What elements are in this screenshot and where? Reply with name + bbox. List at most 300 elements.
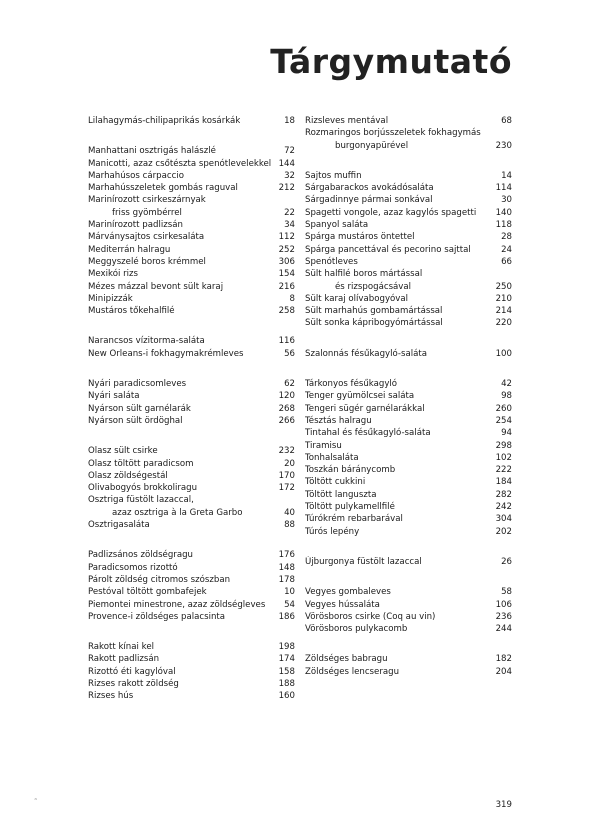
entry-title [305, 268, 422, 293]
entry-page-number: 100 [495, 348, 512, 359]
index-entry [305, 464, 512, 476]
entry-title [88, 305, 175, 317]
entry-page-number: 72 [284, 146, 295, 157]
entry-page-number: 260 [495, 403, 512, 414]
index-entry [88, 244, 295, 256]
entry-page-number: 236 [495, 611, 512, 622]
entry-title [305, 427, 431, 439]
entry-title-line: Pestóval töltött gombafejek [88, 587, 207, 598]
entry-title-continuation: burgonyapürével [335, 140, 409, 151]
entry-page-number: 10 [284, 587, 295, 598]
entry-title-line: Piemontei minestrone, azaz zöldségleves [88, 599, 266, 610]
index-entry [88, 690, 295, 702]
entry-title [305, 378, 397, 390]
index-column-right [305, 115, 512, 696]
index-entry [88, 586, 295, 598]
entry-page-number: 198 [278, 642, 295, 653]
entry-title-line: Nyári saláta [88, 391, 140, 402]
entry-title-line: New Orleans-i fokhagymakrémleves [88, 348, 244, 359]
entry-title-line: Sült karaj olívabogyóval [305, 293, 409, 304]
index-entry [88, 170, 295, 182]
entry-page-number: 244 [495, 624, 512, 635]
entry-title [305, 390, 414, 402]
entry-page-number: 212 [278, 183, 295, 194]
entry-page-number: 252 [278, 244, 295, 255]
entry-page-number: 102 [495, 452, 512, 463]
entry-page-number: 298 [495, 440, 512, 451]
index-entry [88, 653, 295, 665]
index-entry [305, 476, 512, 488]
entry-title [88, 256, 206, 268]
index-entry [88, 256, 295, 268]
entry-title [305, 317, 443, 329]
entry-page-number: 106 [495, 599, 512, 610]
index-group [305, 586, 512, 635]
entry-title [88, 599, 265, 611]
entry-title [305, 623, 407, 635]
entry-page-number: 94 [501, 428, 512, 439]
entry-title [305, 170, 362, 182]
index-entry [305, 623, 512, 635]
entry-title [305, 115, 388, 127]
entry-title-line: Rakott kínai kel [88, 642, 154, 653]
entry-page-number: 230 [495, 140, 512, 151]
entry-title-line: Olasz töltött paradicsom [88, 458, 194, 469]
entry-title [88, 244, 170, 256]
entry-title [305, 653, 388, 665]
entry-title-line: Mézes mázzal bevont sült karaj [88, 281, 224, 292]
entry-page-number: 66 [501, 256, 512, 267]
entry-title [305, 127, 481, 152]
index-entry [88, 158, 295, 170]
entry-page-number: 28 [501, 232, 512, 243]
entry-title [88, 348, 244, 360]
entry-title [88, 678, 179, 690]
entry-page-number: 116 [278, 336, 295, 347]
entry-title-line: Olasz sült csirke [88, 446, 158, 457]
index-entry [305, 305, 512, 317]
entry-title-line: Nyárson sült ördöghal [88, 415, 183, 426]
entry-title [305, 440, 342, 452]
index-entry [305, 219, 512, 231]
entry-title [88, 281, 223, 293]
entry-title [305, 207, 476, 219]
entry-title-line: Vegyes gombaleves [305, 587, 391, 598]
index-entry [305, 526, 512, 538]
entry-title-line: Mediterrán halragu [88, 244, 171, 255]
index-entry [305, 666, 512, 678]
entry-title [88, 335, 205, 347]
entry-title-line: Manicotti, azaz csőtészta spenótlevelekkel [88, 158, 271, 169]
entry-page-number: 32 [284, 170, 295, 181]
entry-page-number: 304 [495, 514, 512, 525]
entry-page-number: 154 [278, 269, 295, 280]
index-entry [305, 194, 512, 206]
index-entry [305, 653, 512, 665]
entry-title [88, 390, 139, 402]
entry-title-line: Párolt zöldség citromos szószban [88, 574, 231, 585]
entry-page-number: 8 [289, 293, 295, 304]
index-entry [305, 231, 512, 243]
entry-page-number: 170 [278, 470, 295, 481]
entry-title [305, 256, 358, 268]
entry-page-number: 68 [501, 116, 512, 126]
index-entry [88, 574, 295, 586]
entry-title [88, 574, 230, 586]
index-entry [88, 445, 295, 457]
entry-title [305, 182, 434, 194]
entry-page-number: 144 [278, 158, 295, 169]
entry-page-number: 112 [278, 232, 295, 243]
index-entry [88, 182, 295, 194]
index-entry [88, 641, 295, 653]
entry-title-line: Tonhalsaláta [305, 452, 359, 463]
entry-title-line: Tiramisu [305, 440, 342, 451]
entry-title-line: Túrókrém rebarbarával [305, 514, 403, 525]
index-group [88, 378, 295, 427]
entry-title-line: Sárgabarackos avokádósaláta [305, 183, 434, 194]
index-entry [305, 599, 512, 611]
index-group [305, 348, 512, 360]
entry-page-number: 258 [278, 306, 295, 317]
entry-page-number: 232 [278, 446, 295, 457]
entry-title [88, 611, 225, 623]
entry-title-line: Töltött cukkini [305, 477, 366, 488]
entry-page-number: 118 [495, 220, 512, 231]
index-entry [88, 482, 295, 494]
index-entry [88, 145, 295, 157]
entry-title [88, 470, 168, 482]
index-entry [88, 231, 295, 243]
entry-title-line: Nyári paradicsomleves [88, 379, 187, 390]
index-entry [88, 666, 295, 678]
entry-title-line: Mustáros tőkehalfilé [88, 306, 175, 317]
entry-title-line: Mexikói rizs [88, 269, 138, 280]
entry-title-line: Paradicsomos rizottó [88, 562, 178, 573]
entry-page-number: 158 [278, 666, 295, 677]
entry-title-line: Rozmaringos borjússzeletek fokhagymás [305, 128, 481, 139]
entry-title [88, 194, 206, 219]
index-entry [305, 244, 512, 256]
entry-title-line: Osztriga füstölt lazaccal, [88, 495, 194, 506]
index-group [88, 145, 295, 317]
entry-page-number: 176 [278, 550, 295, 561]
entry-title [88, 158, 271, 170]
entry-title [88, 182, 238, 194]
index-entry [305, 586, 512, 598]
entry-title [88, 219, 183, 231]
entry-page-number: 268 [278, 403, 295, 414]
index-entry [88, 599, 295, 611]
entry-page-number: 242 [495, 502, 512, 513]
index-entry [305, 403, 512, 415]
entry-title [305, 586, 391, 598]
index-entry [305, 415, 512, 427]
index-group [88, 445, 295, 531]
entry-title-line: Osztrigasaláta [88, 520, 150, 531]
entry-title-line: Márványsajtos csirkesaláta [88, 232, 205, 243]
index-entry [88, 305, 295, 317]
entry-title [305, 599, 380, 611]
entry-title-line: Sajtos muffin [305, 170, 362, 181]
entry-title-line: Olivabogyós brokkoliragu [88, 483, 198, 494]
entry-title-line: Szalonnás fésűkagyló-saláta [305, 348, 428, 359]
entry-page-number: 22 [284, 207, 295, 218]
index-group [305, 170, 512, 330]
entry-title [88, 378, 186, 390]
entry-title [88, 482, 197, 494]
index-entry [305, 390, 512, 402]
entry-title [305, 501, 395, 513]
index-entry [88, 611, 295, 623]
index-entry [305, 127, 512, 152]
entry-title [305, 452, 359, 464]
entry-page-number: 214 [495, 306, 512, 317]
entry-title [88, 519, 150, 531]
entry-page-number: 120 [278, 391, 295, 402]
entry-title-line: Manhattani osztrigás halászlé [88, 146, 216, 157]
index-group [305, 378, 512, 538]
index-entry [305, 489, 512, 501]
entry-title [305, 489, 377, 501]
entry-title [305, 293, 408, 305]
entry-title-line: Spárga mustáros öntettel [305, 232, 415, 243]
index-entry [88, 281, 295, 293]
entry-title-continuation: azaz osztriga à la Greta Garbo [112, 507, 243, 518]
entry-title [305, 611, 435, 623]
entry-title-line: Tengeri sügér garnélarákkal [305, 403, 425, 414]
entry-title-line: Provence-i zöldséges palacsinta [88, 611, 226, 622]
index-group [305, 556, 512, 568]
entry-page-number: 182 [495, 654, 512, 665]
entry-title-line: Olasz zöldségestál [88, 470, 168, 481]
entry-page-number: 56 [284, 348, 295, 359]
entry-title-line: Rizsleves mentával [305, 116, 389, 126]
entry-title [88, 666, 176, 678]
index-entry [305, 348, 512, 360]
entry-title [305, 513, 403, 525]
index-entry [88, 415, 295, 427]
index-entry [305, 440, 512, 452]
index-group [305, 115, 512, 152]
entry-page-number: 188 [278, 678, 295, 689]
index-entry [88, 348, 295, 360]
entry-title [305, 526, 359, 538]
entry-title-line: Tárkonyos fésűkagyló [305, 379, 398, 390]
entry-title [88, 494, 243, 519]
entry-title-line: Marinírozott csirkeszárnyak [88, 195, 206, 206]
index-entry [305, 501, 512, 513]
entry-title-line: Vörösboros pulykacomb [305, 624, 408, 635]
entry-page-number: 174 [278, 654, 295, 665]
index-entry [305, 115, 512, 127]
index-column-left [88, 115, 295, 721]
index-entry [305, 378, 512, 390]
entry-page-number: 282 [495, 489, 512, 500]
entry-page-number: 140 [495, 207, 512, 218]
entry-title-line: Sült halfilé boros mártással [305, 269, 423, 280]
index-entry [305, 317, 512, 329]
entry-page-number: 98 [501, 391, 512, 402]
entry-title-line: Túrós lepény [305, 526, 360, 537]
entry-title-line: Újburgonya füstölt lazaccal [305, 556, 422, 567]
entry-page-number: 178 [278, 574, 295, 585]
index-entry [305, 293, 512, 305]
entry-title-line: Rakott padlizsán [88, 654, 160, 665]
entry-title [88, 458, 193, 470]
index-entry [305, 170, 512, 182]
index-entry [88, 219, 295, 231]
index-entry [88, 194, 295, 219]
index-entry [88, 268, 295, 280]
entry-page-number: 172 [278, 483, 295, 494]
entry-title-line: Spenótleves [305, 256, 358, 267]
entry-title-line: Marhahússzeletek gombás raguval [88, 183, 238, 194]
entry-page-number: 114 [495, 183, 512, 194]
entry-title-line: Töltött pulykamellfilé [305, 502, 395, 513]
entry-title-line: Rizottó éti kagylóval [88, 666, 176, 677]
index-entry [305, 207, 512, 219]
index-entry [88, 378, 295, 390]
entry-title [305, 476, 365, 488]
index-group [88, 115, 295, 127]
index-entry [305, 556, 512, 568]
entry-page-number: 62 [284, 379, 295, 390]
entry-title [88, 653, 159, 665]
index-entry [88, 678, 295, 690]
entry-page-number: 148 [278, 562, 295, 573]
entry-title-line: Sárgadinnye pármai sonkával [305, 195, 433, 206]
entry-title [88, 549, 193, 561]
entry-title-line: Meggyszelé boros krémmel [88, 256, 206, 267]
entry-title-line: Rizses rakott zöldség [88, 678, 179, 689]
entry-page-number: 250 [495, 281, 512, 292]
entry-title [88, 115, 240, 127]
index-group [305, 653, 512, 678]
entry-title [305, 231, 415, 243]
entry-title [305, 464, 395, 476]
entry-title-line: Vegyes hússaláta [305, 599, 380, 610]
entry-title [305, 666, 399, 678]
entry-title-continuation: friss gyömbérrel [112, 207, 182, 218]
entry-title [88, 562, 178, 574]
index-group [88, 335, 295, 360]
entry-title-line: Sült sonka kápribogyómártással [305, 318, 443, 329]
entry-title [88, 690, 133, 702]
entry-page-number: 24 [501, 244, 512, 255]
entry-title [305, 415, 372, 427]
entry-title [305, 556, 422, 568]
entry-page-number: 14 [501, 170, 512, 181]
entry-title-line: Zöldséges babragu [305, 654, 388, 665]
entry-title [88, 403, 191, 415]
entry-title [305, 348, 427, 360]
entry-title-line: Spárga pancettával és pecorino sajttal [305, 244, 471, 255]
entry-page-number: 18 [284, 116, 295, 126]
index-entry [88, 549, 295, 561]
index-entry [88, 519, 295, 531]
entry-page-number: 202 [495, 526, 512, 537]
entry-title [88, 231, 204, 243]
entry-page-number: 34 [284, 220, 295, 231]
index-group [88, 641, 295, 702]
entry-title-line: Tintahal és fésűkagyló-saláta [305, 428, 431, 439]
index-entry [305, 256, 512, 268]
entry-page-number: 216 [278, 281, 295, 292]
index-entry [88, 335, 295, 347]
entry-title [88, 268, 138, 280]
entry-page-number: 40 [284, 507, 295, 518]
index-entry [88, 494, 295, 519]
entry-title [88, 445, 158, 457]
entry-title [88, 415, 183, 427]
entry-title [88, 145, 216, 157]
entry-page-number: 58 [501, 587, 512, 598]
entry-title [305, 219, 368, 231]
entry-title-line: Tésztás halragu [305, 415, 372, 426]
entry-page-number: 26 [501, 556, 512, 567]
entry-page-number: 186 [278, 611, 295, 622]
entry-title-line: Marhahúsos cárpaccio [88, 170, 184, 181]
entry-title-line: Rizses hús [88, 691, 134, 702]
entry-page-number: 88 [284, 520, 295, 531]
entry-page-number: 254 [495, 415, 512, 426]
index-entry [305, 182, 512, 194]
entry-title [305, 244, 471, 256]
index-entry [305, 513, 512, 525]
entry-title-line: Marinírozott padlizsán [88, 220, 183, 231]
index-entry [88, 470, 295, 482]
entry-page-number: 306 [278, 256, 295, 267]
entry-title [88, 641, 154, 653]
index-entry [88, 458, 295, 470]
index-group [88, 549, 295, 623]
entry-page-number: 220 [495, 318, 512, 329]
entry-title-line: Sült marhahús gombamártással [305, 306, 443, 317]
index-entry [305, 611, 512, 623]
entry-page-number: 184 [495, 477, 512, 488]
entry-page-number: 222 [495, 465, 512, 476]
entry-title [305, 403, 425, 415]
entry-title-line: Spanyol saláta [305, 220, 369, 231]
entry-page-number: 54 [284, 599, 295, 610]
entry-title-line: Lilahagymás-chilipaprikás kosárkák [88, 116, 241, 126]
entry-page-number: 42 [501, 379, 512, 390]
index-entry [88, 390, 295, 402]
entry-title-line: Padlizsános zöldségragu [88, 550, 193, 561]
entry-page-number: 266 [278, 415, 295, 426]
print-mark: ˜ [34, 798, 38, 806]
entry-page-number: 160 [278, 691, 295, 702]
entry-title-line: Töltött languszta [305, 489, 377, 500]
index-entry [305, 452, 512, 464]
index-entry [88, 562, 295, 574]
entry-page-number: 210 [495, 293, 512, 304]
index-entry [88, 293, 295, 305]
entry-title-line: Minipizzák [88, 293, 133, 304]
entry-title-line: Narancsos vízitorma-saláta [88, 336, 205, 347]
entry-title-line: Nyárson sült garnélarák [88, 403, 191, 414]
entry-title [88, 170, 184, 182]
entry-title-line: Zöldséges lencseragu [305, 666, 400, 677]
entry-page-number: 30 [501, 195, 512, 206]
entry-title-line: Vörösboros csirke (Coq au vin) [305, 611, 436, 622]
entry-title-continuation: és rizspogácsával [335, 281, 412, 292]
page-number: 319 [495, 800, 512, 810]
index-entry [305, 427, 512, 439]
entry-title-line: Toszkán báránycomb [305, 465, 396, 476]
entry-title [305, 194, 433, 206]
